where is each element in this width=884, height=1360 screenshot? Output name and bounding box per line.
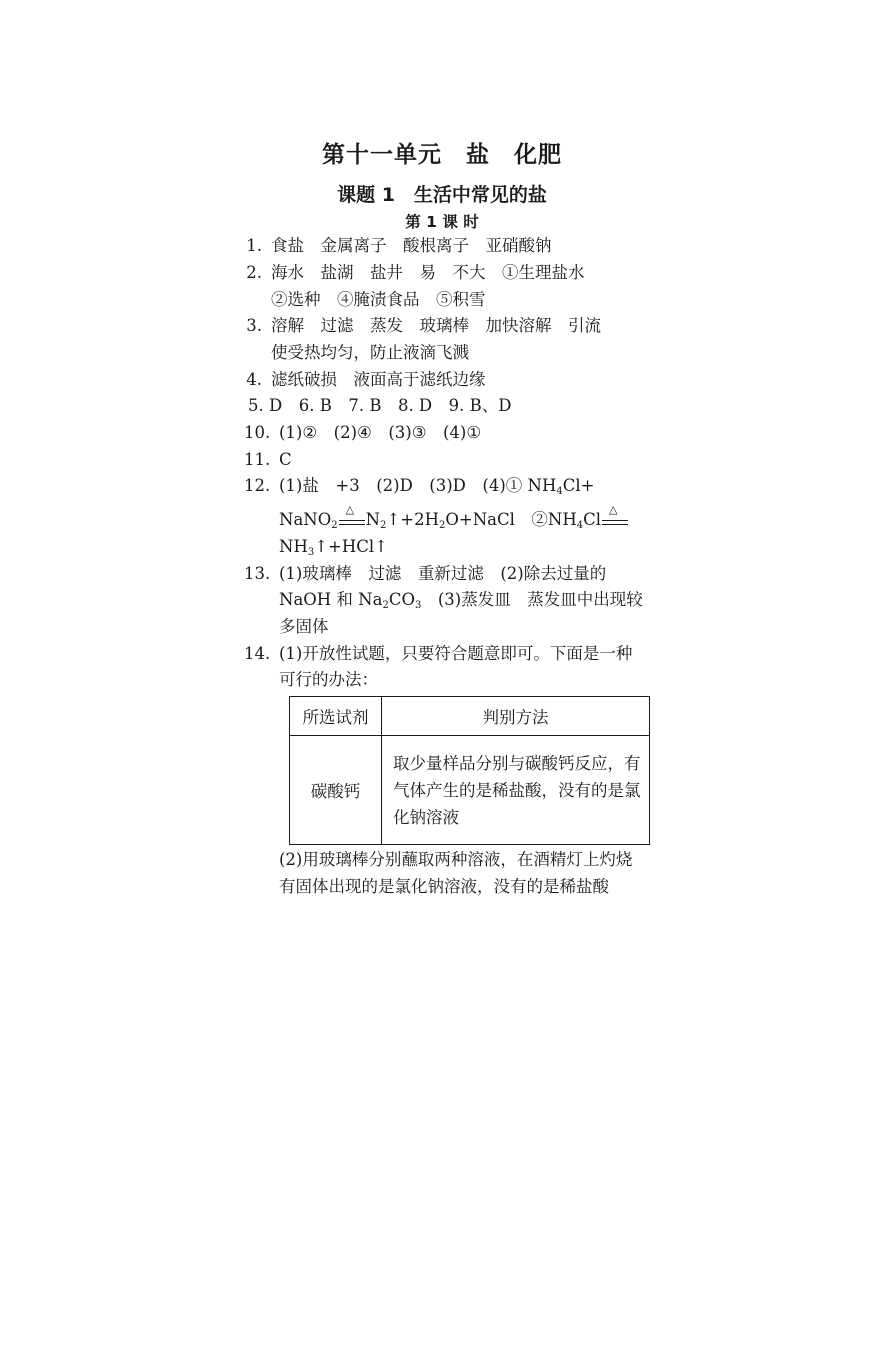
- answer-number: 2.: [246, 263, 262, 282]
- table-row: [290, 736, 650, 845]
- table-header-method: 判别方法: [382, 697, 650, 736]
- answer-text: 海水 盐湖 盐井 易 不大 ①生理盐水: [271, 263, 585, 282]
- answer-text: 食盐 金属离子 酸根离子 亚硝酸钠: [271, 236, 552, 255]
- answer-number: 4.: [246, 370, 262, 389]
- answer-text: (1)② (2)④ (3)③ (4)①: [279, 423, 482, 442]
- answer-14-part-2: (2)用玻璃棒分别蘸取两种溶液，在酒精灯上灼烧: [279, 850, 633, 869]
- answer-12-equation-1: NaNO$_2$ △ $N_2↑+2H_2O+NaCl$ $②NH_4Cl$ △: [279, 509, 629, 531]
- answer-2-cont: ②选种 ④腌渍食品 ⑤积雪: [271, 290, 486, 309]
- answer-3-cont: 使受热均匀，防止液滴飞溅: [271, 343, 469, 362]
- answer-number: 10.: [244, 423, 271, 442]
- answer-14-cont: 可行的办法：: [279, 670, 378, 689]
- answer-number: 13.: [244, 564, 271, 583]
- period-title: 第 1 课 时: [405, 213, 479, 231]
- answer-number: 3.: [246, 316, 262, 335]
- heating-equals-sign: [339, 502, 365, 530]
- answer-text: C: [279, 450, 292, 469]
- answers-5-9: 5. D 6. B 7. B 8. D 9. B、D: [248, 396, 512, 415]
- answer-text: (1)开放性试题，只要符合题意即可。下面是一种: [279, 644, 633, 663]
- table-header-row: [290, 697, 650, 736]
- answer-13-cont: NaOH 和 $Na_2CO_3$ (3)蒸发皿 蒸发皿中出现较: [279, 590, 643, 611]
- lesson-title: 课题 1 生活中常见的盐: [337, 184, 547, 206]
- reagent-method-table: [289, 696, 650, 845]
- answer-12-equation-2: $NH_3↑+HCl↑$: [279, 537, 388, 558]
- answer-14-part-2-cont: 有固体出现的是氯化钠溶液，没有的是稀盐酸: [279, 877, 609, 896]
- answer-number: 11.: [244, 450, 271, 469]
- heat-triangle-icon: △: [609, 502, 618, 516]
- answer-text: (1)玻璃棒 过滤 重新过滤 (2)除去过量的: [279, 564, 607, 583]
- answer-number: 1.: [246, 236, 262, 255]
- table-cell-method: 取少量样品分别与碳酸钙反应，有气体产生的是稀盐酸，没有的是氯化钠溶液: [382, 736, 650, 845]
- answer-number: 14.: [244, 644, 271, 663]
- table-cell-reagent: 碳酸钙: [290, 736, 382, 845]
- answer-13-cont: 多固体: [279, 617, 329, 636]
- heat-triangle-icon: △: [345, 502, 355, 516]
- table-header-reagent: 所选试剂: [290, 697, 382, 736]
- answer-text: (1)盐 +3 (2)D (3)D (4)① $NH_4Cl+$: [279, 476, 595, 497]
- answer-text: 溶解 过滤 蒸发 玻璃棒 加快溶解 引流: [271, 316, 601, 335]
- answer-text: 滤纸破损 液面高于滤纸边缘: [271, 370, 486, 389]
- heating-equals-sign: [602, 502, 628, 530]
- answer-number: 12.: [244, 476, 271, 495]
- unit-title: 第十一单元 盐 化肥: [322, 142, 562, 168]
